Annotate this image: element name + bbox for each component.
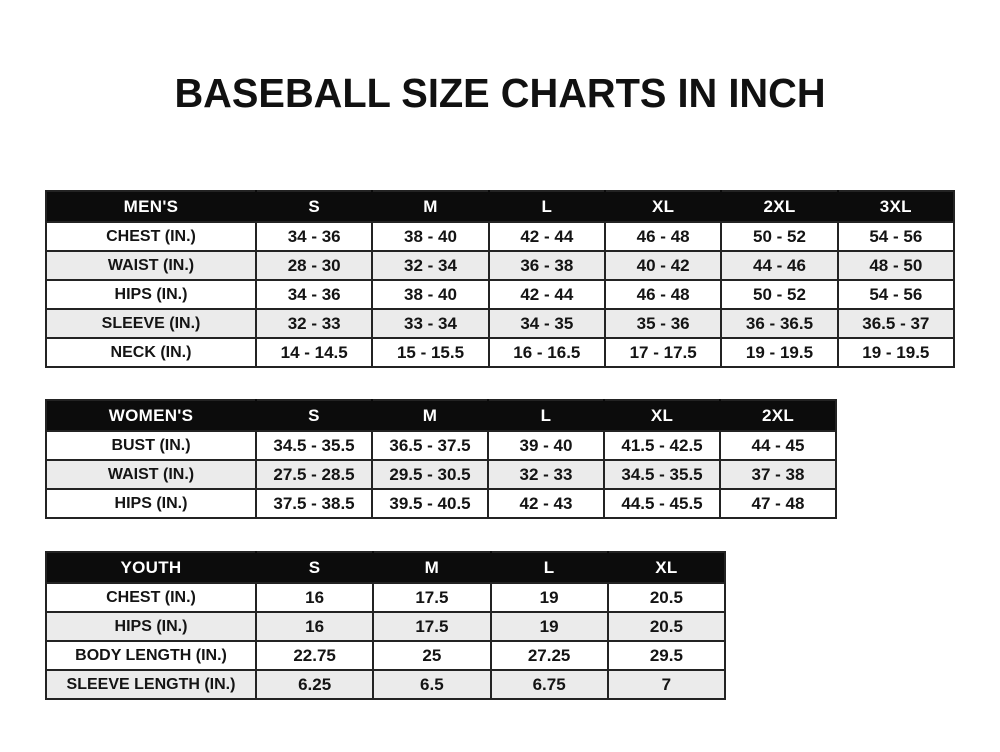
measurement-label: SLEEVE LENGTH (IN.): [46, 670, 256, 699]
size-value-cell: 27.25: [491, 641, 608, 670]
table-row: [46, 280, 954, 309]
table-row: [46, 460, 836, 489]
size-value-cell: 6.75: [491, 670, 608, 699]
size-value-cell: 20.5: [608, 612, 725, 641]
size-header-cell: XL: [604, 400, 720, 431]
measurement-label: WAIST (IN.): [46, 251, 256, 280]
size-header-cell: 2XL: [720, 400, 836, 431]
size-header-cell: L: [488, 400, 604, 431]
size-header-cell: M: [373, 552, 490, 583]
size-value-cell: 38 - 40: [372, 280, 488, 309]
size-value-cell: 19: [491, 583, 608, 612]
measurement-label: HIPS (IN.): [46, 280, 256, 309]
size-value-cell: 22.75: [256, 641, 373, 670]
size-value-cell: 44.5 - 45.5: [604, 489, 720, 518]
measurement-label: HIPS (IN.): [46, 612, 256, 641]
size-header-cell: 3XL: [838, 191, 954, 222]
size-value-cell: 16: [256, 583, 373, 612]
size-value-cell: 54 - 56: [838, 280, 954, 309]
measurement-label: WAIST (IN.): [46, 460, 256, 489]
header-row: [46, 191, 954, 222]
size-header-cell: XL: [605, 191, 721, 222]
size-value-cell: 36 - 36.5: [721, 309, 837, 338]
measurement-label: BUST (IN.): [46, 431, 256, 460]
size-header-cell: S: [256, 400, 372, 431]
page-title: BASEBALL SIZE CHARTS IN INCH: [174, 70, 826, 116]
size-value-cell: 40 - 42: [605, 251, 721, 280]
size-header-cell: S: [256, 191, 372, 222]
youth-size-table: [45, 551, 726, 700]
measurement-label: SLEEVE (IN.): [46, 309, 256, 338]
table-row: [46, 612, 725, 641]
table-row: [46, 251, 954, 280]
size-value-cell: 29.5: [608, 641, 725, 670]
size-header-cell: 2XL: [721, 191, 837, 222]
size-value-cell: 27.5 - 28.5: [256, 460, 372, 489]
size-value-cell: 19 - 19.5: [721, 338, 837, 367]
size-value-cell: 44 - 46: [721, 251, 837, 280]
size-value-cell: 34 - 36: [256, 222, 372, 251]
size-value-cell: 28 - 30: [256, 251, 372, 280]
table-row: [46, 641, 725, 670]
size-value-cell: 33 - 34: [372, 309, 488, 338]
size-value-cell: 44 - 45: [720, 431, 836, 460]
size-value-cell: 46 - 48: [605, 280, 721, 309]
size-value-cell: 17 - 17.5: [605, 338, 721, 367]
size-value-cell: 37.5 - 38.5: [256, 489, 372, 518]
measurement-label: HIPS (IN.): [46, 489, 256, 518]
size-value-cell: 42 - 44: [489, 222, 605, 251]
size-value-cell: 14 - 14.5: [256, 338, 372, 367]
size-value-cell: 34 - 36: [256, 280, 372, 309]
measurement-label: BODY LENGTH (IN.): [46, 641, 256, 670]
size-value-cell: 32 - 34: [372, 251, 488, 280]
mens-size-table: [45, 190, 955, 368]
size-value-cell: 47 - 48: [720, 489, 836, 518]
size-header-cell: S: [256, 552, 373, 583]
size-value-cell: 36.5 - 37: [838, 309, 954, 338]
size-value-cell: 6.25: [256, 670, 373, 699]
table-row: [46, 670, 725, 699]
table-row: [46, 338, 954, 367]
size-header-cell: L: [489, 191, 605, 222]
size-header-cell: M: [372, 191, 488, 222]
size-header-cell: L: [491, 552, 608, 583]
table-row: [46, 583, 725, 612]
size-value-cell: 50 - 52: [721, 222, 837, 251]
group-header-cell: WOMEN'S: [46, 400, 256, 431]
size-value-cell: 50 - 52: [721, 280, 837, 309]
size-value-cell: 32 - 33: [488, 460, 604, 489]
size-value-cell: 42 - 43: [488, 489, 604, 518]
size-value-cell: 19 - 19.5: [838, 338, 954, 367]
size-header-cell: M: [372, 400, 488, 431]
size-value-cell: 35 - 36: [605, 309, 721, 338]
size-value-cell: 54 - 56: [838, 222, 954, 251]
size-value-cell: 38 - 40: [372, 222, 488, 251]
table-row: [46, 222, 954, 251]
table-row: [46, 309, 954, 338]
size-value-cell: 48 - 50: [838, 251, 954, 280]
size-value-cell: 32 - 33: [256, 309, 372, 338]
table-row: [46, 431, 836, 460]
size-value-cell: 25: [373, 641, 490, 670]
table-row: [46, 489, 836, 518]
size-value-cell: 20.5: [608, 583, 725, 612]
size-value-cell: 37 - 38: [720, 460, 836, 489]
size-value-cell: 36.5 - 37.5: [372, 431, 488, 460]
size-value-cell: 46 - 48: [605, 222, 721, 251]
size-value-cell: 16 - 16.5: [489, 338, 605, 367]
size-value-cell: 41.5 - 42.5: [604, 431, 720, 460]
size-value-cell: 36 - 38: [489, 251, 605, 280]
size-value-cell: 16: [256, 612, 373, 641]
size-header-cell: XL: [608, 552, 725, 583]
size-value-cell: 17.5: [373, 612, 490, 641]
size-value-cell: 6.5: [373, 670, 490, 699]
size-value-cell: 29.5 - 30.5: [372, 460, 488, 489]
size-value-cell: 34 - 35: [489, 309, 605, 338]
size-value-cell: 17.5: [373, 583, 490, 612]
size-value-cell: 39.5 - 40.5: [372, 489, 488, 518]
size-value-cell: 7: [608, 670, 725, 699]
group-header-cell: YOUTH: [46, 552, 256, 583]
size-value-cell: 39 - 40: [488, 431, 604, 460]
size-value-cell: 34.5 - 35.5: [604, 460, 720, 489]
size-value-cell: 34.5 - 35.5: [256, 431, 372, 460]
group-header-cell: MEN'S: [46, 191, 256, 222]
measurement-label: NECK (IN.): [46, 338, 256, 367]
size-value-cell: 15 - 15.5: [372, 338, 488, 367]
womens-size-table: [45, 399, 837, 519]
measurement-label: CHEST (IN.): [46, 222, 256, 251]
header-row: [46, 552, 725, 583]
header-row: [46, 400, 836, 431]
size-value-cell: 19: [491, 612, 608, 641]
size-value-cell: 42 - 44: [489, 280, 605, 309]
measurement-label: CHEST (IN.): [46, 583, 256, 612]
